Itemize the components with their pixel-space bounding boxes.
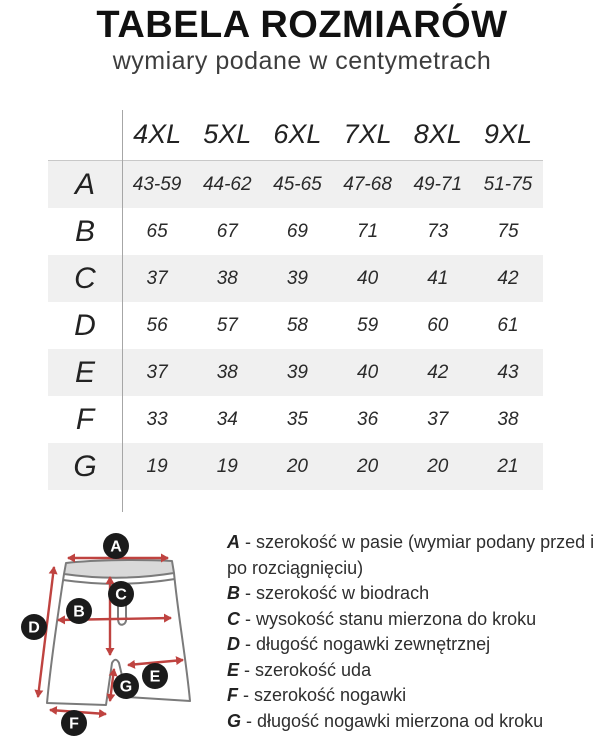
- cell-value: 34: [216, 408, 238, 430]
- cell-value: 59: [357, 314, 379, 336]
- badge-d-letter: D: [28, 619, 40, 637]
- badge-b: [66, 598, 92, 624]
- legend-letter: C: [227, 608, 240, 629]
- cell-value: 56: [146, 314, 168, 336]
- row-label: E: [74, 355, 95, 389]
- row-label: B: [74, 214, 95, 248]
- cell-value: 33: [146, 408, 168, 430]
- cell-value: 61: [497, 314, 519, 336]
- row-label: D: [74, 308, 96, 342]
- row-label: C: [74, 261, 96, 295]
- cell-value: 21: [497, 455, 519, 477]
- cell-value: 40: [357, 267, 379, 289]
- legend-text: szerokość uda: [255, 659, 372, 680]
- legend-letter: G: [227, 710, 242, 731]
- cell-value: 57: [216, 314, 238, 336]
- legend-item-g: [227, 709, 597, 735]
- legend-separator: -: [238, 685, 254, 705]
- cell-value: 49-71: [413, 173, 463, 195]
- badge-a: [103, 533, 129, 559]
- measurement-legend: [227, 530, 597, 734]
- badge-g-letter: G: [119, 678, 133, 696]
- legend-letter: A: [227, 532, 240, 552]
- legend-text: szerokość nogawki: [254, 685, 407, 705]
- legend-separator: -: [240, 583, 256, 603]
- legend-separator: -: [240, 532, 256, 552]
- cell-value: 38: [216, 361, 238, 383]
- cell-value: 69: [286, 220, 308, 242]
- legend-text: szerokość w biodrach: [256, 583, 430, 603]
- legend-text: długość nogawki mierzona od kroku: [257, 710, 544, 731]
- legend-separator: -: [240, 608, 256, 629]
- cell-value: 67: [216, 220, 238, 242]
- cell-value: 37: [146, 267, 168, 289]
- size-table: [48, 108, 543, 490]
- badge-d: [21, 614, 47, 640]
- badge-b-letter: B: [73, 603, 85, 621]
- row-label: A: [74, 167, 95, 201]
- cell-value: 37: [427, 408, 449, 430]
- badge-c: [108, 581, 134, 607]
- legend-item-d: [227, 632, 597, 658]
- row-label: F: [75, 402, 95, 436]
- legend-separator: -: [239, 659, 256, 680]
- page-subtitle: wymiary podane w centymetrach: [112, 46, 492, 75]
- legend-letter: D: [227, 634, 240, 654]
- badge-e-letter: E: [149, 668, 161, 686]
- cell-value: 39: [286, 361, 308, 383]
- cell-value: 20: [427, 455, 449, 477]
- cell-value: 60: [427, 314, 449, 336]
- cell-value: 19: [216, 455, 238, 477]
- legend-letter: F: [227, 685, 238, 705]
- legend-separator: -: [240, 634, 256, 654]
- cell-value: 39: [286, 267, 308, 289]
- cell-value: 73: [427, 220, 449, 242]
- cell-value: 38: [497, 408, 519, 430]
- legend-item-f: [227, 683, 597, 709]
- legend-item-e: [227, 658, 597, 684]
- cell-value: 41: [427, 267, 449, 289]
- column-header-8xl: 8XL: [413, 118, 462, 149]
- cell-value: 51-75: [483, 173, 533, 195]
- badge-c-letter: C: [115, 586, 127, 604]
- cell-value: 40: [357, 361, 379, 383]
- page-header: [0, 0, 604, 76]
- cell-value: 75: [497, 220, 519, 242]
- shorts-measurement-diagram: [2, 530, 232, 742]
- cell-value: 43: [497, 361, 519, 383]
- badge-e: [142, 663, 168, 689]
- cell-value: 71: [357, 220, 379, 242]
- badge-a-letter: A: [110, 538, 122, 556]
- legend-item-b: [227, 581, 597, 607]
- legend-text: szerokość w pasie (wymiar podany przed i po rozciągnięciu): [227, 532, 595, 578]
- legend-text: długość nogawki zewnętrznej: [256, 634, 491, 654]
- cell-value: 45-65: [273, 173, 322, 195]
- legend-item-c: [227, 607, 597, 633]
- legend-letter: E: [227, 659, 240, 680]
- cell-value: 42: [497, 267, 519, 289]
- cell-value: 38: [216, 267, 238, 289]
- legend-item-a: [227, 530, 597, 581]
- cell-value: 20: [286, 455, 308, 477]
- table-vertical-divider: [122, 110, 123, 512]
- cell-value: 47-68: [343, 173, 392, 195]
- cell-value: 43-59: [132, 173, 182, 195]
- badge-f: [61, 710, 87, 736]
- column-header-6xl: 6XL: [273, 118, 322, 149]
- column-header-9xl: 9XL: [483, 118, 532, 149]
- badge-f-letter: F: [69, 715, 79, 733]
- cell-value: 42: [427, 361, 449, 383]
- column-header-4xl: 4XL: [133, 118, 182, 149]
- row-label: G: [73, 449, 97, 483]
- cell-value: 36: [357, 408, 379, 430]
- cell-value: 65: [146, 220, 168, 242]
- cell-value: 44-62: [202, 173, 252, 195]
- column-header-5xl: 5XL: [203, 118, 252, 149]
- waistband: [64, 560, 174, 578]
- legend-letter: B: [227, 583, 240, 603]
- page-title: TABELA ROZMIARÓW: [96, 4, 508, 46]
- badge-g: [113, 673, 139, 699]
- cell-value: 19: [146, 455, 168, 477]
- cell-value: 37: [146, 361, 168, 383]
- column-header-7xl: 7XL: [343, 118, 392, 149]
- cell-value: 35: [286, 408, 308, 430]
- cell-value: 58: [286, 314, 308, 336]
- cell-value: 20: [357, 455, 379, 477]
- legend-separator: -: [241, 710, 258, 731]
- legend-text: wysokość stanu mierzona do kroku: [256, 608, 537, 629]
